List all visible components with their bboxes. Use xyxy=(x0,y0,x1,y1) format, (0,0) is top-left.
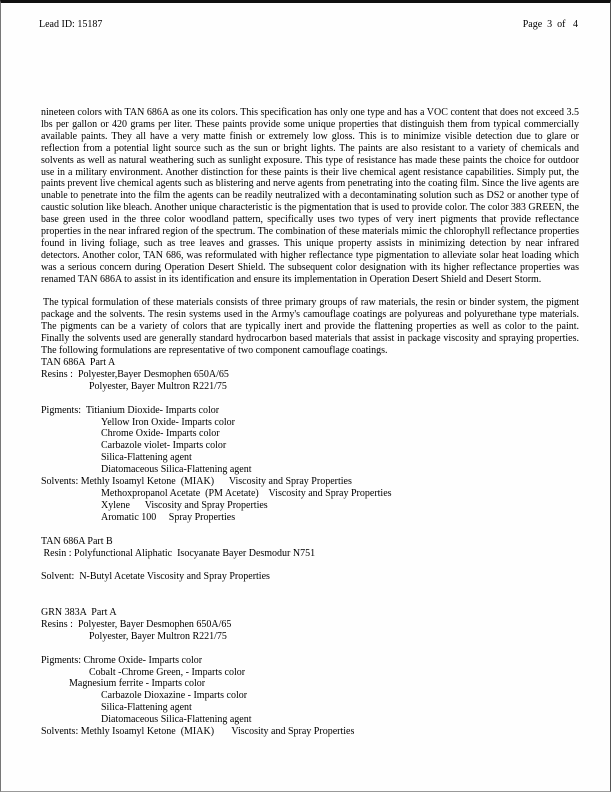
formulation-block xyxy=(41,357,579,738)
formulation-line: Solvents: Methly Isoamyl Ketone (MIAK) Viscosity and Spray Properties xyxy=(41,476,352,488)
formulation-line: Chrome Oxide- Imparts color xyxy=(101,428,220,440)
formulation-line: TAN 686A Part B xyxy=(41,535,113,547)
formulation-line xyxy=(41,524,579,536)
document-body xyxy=(41,107,579,738)
formulation-line: Aromatic 100 Spray Properties xyxy=(101,511,236,523)
formulation-line: Carbazole Dioxazine - Imparts color xyxy=(101,690,248,702)
formulation-line: Diatomaceous Silica-Flattening agent xyxy=(101,714,252,726)
formulation-line: Solvent: N-Butyl Acetate Viscosity and Spray Properties xyxy=(41,571,270,583)
formulation-line xyxy=(41,643,579,655)
paragraph-formulation-overview: The typical formulation of these materials consists of three primary groups of raw materials, the resin or binder system, the pigment package and the solvents. The resin systems used in the Army's camouflage coatings are polyureas and polyurethane type materials. The pigments can be a variety of colors that are typically inert and provide the flattening properties as well as color to the paint. Finally the solvents used are generally standard hydrocarbon based materials that assist in package viscosity and spraying properties. The following formulations are representative of two component camouflage coatings. xyxy=(41,297,579,357)
formulation-line: Yellow Iron Oxide- Imparts color xyxy=(101,416,235,428)
formulation-line: Magnesium ferrite - Imparts color xyxy=(69,678,206,690)
formulation-line: Pigments: Chrome Oxide- Imparts color xyxy=(41,654,203,666)
paragraph-spec-properties: nineteen colors with TAN 686A as one its colors. This specification has only one type and has a VOC content that does not exceed 3.5 lbs per gallon or 420 grams per liter. These paints provide some unique properties that distinguish them from typical commercially available paints. They all have a very matte finish or extremely low gloss. This is to minimize visible detection due to glare or reflection from a potential light source such as the sun or bright lights. The paints are also resistant to a variety of chemicals and solvents as well as natural weathering such as sunlight exposure. This type of resistance has made these paints the choice for outdoor use in a military environment. Another distinction for these paints is their live chemical agent resistance capabilities. Simply put, the paints prevent live chemical agents such as blistering and nerve agents from penetrating into the coating film. Since the live agents are unable to penetrate into the film the agents can be readily neutralized with a decontaminating solution such as DS2 or another type of caustic solution like bleach. Another unique characteristic is the pigmentation that is used to provide color. The color 383 GREEN, the base green used in the three color woodland pattern, specifically uses two types of very inert pigments that provide reflectance properties in the near infrared region of the spectrum. The combination of these materials mimic the chlorophyll reflectance properties found in living foliage, such as tree leaves and grasses. This unique property assists in minimizing detection by near infrared detectors. Another color, TAN 686, was reformulated with higher reflectance type pigmentation to alleviate solar heat loading which was a serious concern during Operation Desert Shield. The subsequent color designation with its higher reflectance properties was renamed TAN 686A to assist in its identification and ensure its implementation in Operation Desert Shield and Desert Storm. xyxy=(41,107,579,285)
formulation-line xyxy=(41,583,579,595)
page-header xyxy=(39,19,578,30)
page-number-label: Page 3 of 4 xyxy=(522,19,578,30)
formulation-line: Polyester, Bayer Multron R221/75 xyxy=(89,630,227,642)
formulation-line: Carbazole violet- Imparts color xyxy=(101,440,227,452)
formulation-line: Resins : Polyester,Bayer Desmophen 650A/65 xyxy=(41,368,229,380)
formulation-line xyxy=(41,595,579,607)
formulation-line: Polyester, Bayer Multron R221/75 xyxy=(89,380,227,392)
formulation-line: Methoxpropanol Acetate (PM Acetate) Viscosity and Spray Properties xyxy=(101,487,392,499)
formulation-line: Solvents: Methly Isoamyl Ketone (MIAK) Viscosity and Spray Properties xyxy=(41,726,355,738)
formulation-line: Silica-Flattening agent xyxy=(101,452,192,464)
formulation-line: Resin : Polyfunctional Aliphatic Isocyanate Bayer Desmodur N751 xyxy=(41,547,316,559)
formulation-line: Pigments: Titianium Dioxide- Imparts color xyxy=(41,404,220,416)
formulation-line: Resins : Polyester, Bayer Desmophen 650A/65 xyxy=(41,618,232,630)
formulation-line: Xylene Viscosity and Spray Properties xyxy=(101,499,268,511)
formulation-line xyxy=(41,393,579,405)
formulation-line: Silica-Flattening agent xyxy=(101,702,192,714)
formulation-line xyxy=(41,559,579,571)
formulation-line: TAN 686A Part A xyxy=(41,357,116,369)
lead-id-label: Lead ID: 15187 xyxy=(39,19,103,30)
formulation-line: GRN 383A Part A xyxy=(41,607,117,619)
formulation-line: Diatomaceous Silica-Flattening agent xyxy=(101,464,252,476)
formulation-line: Cobalt -Chrome Green, - Imparts color xyxy=(89,666,246,678)
